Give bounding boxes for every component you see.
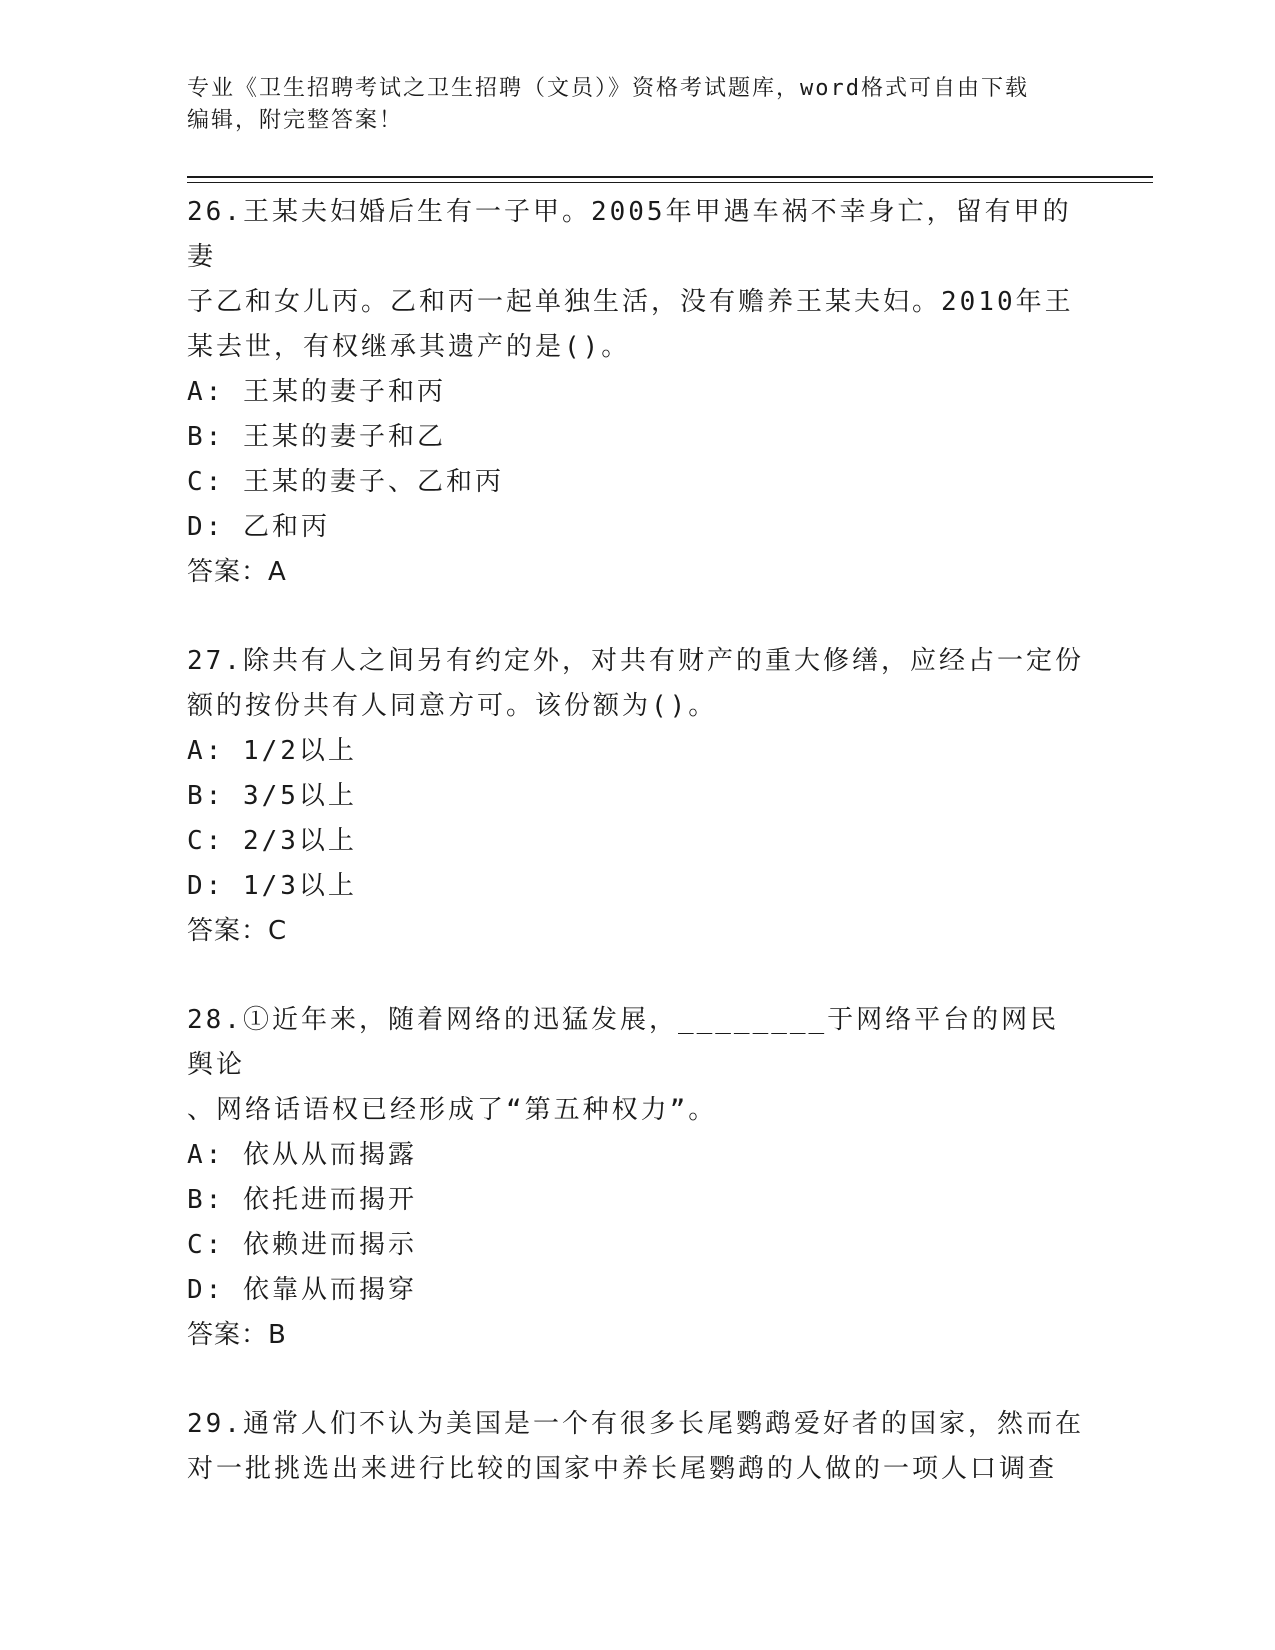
header-line-1: 专业《卫生招聘考试之卫生招聘（文员）》资格考试题库，word格式可自由下载 xyxy=(187,76,1029,101)
question-stem-line: 29.通常人们不认为美国是一个有很多长尾鹦鹉爱好者的国家，然而在 xyxy=(187,1409,1084,1439)
question-stem-line: 28.①近年来，随着网络的迅猛发展，________于网络平台的网民舆论 xyxy=(187,1005,1060,1080)
question-spacer xyxy=(187,1358,1087,1402)
option-d: D: 依靠从而揭穿 xyxy=(187,1275,417,1305)
option-b: B: 3/5以上 xyxy=(187,781,357,811)
header-rule-thin xyxy=(187,182,1153,183)
answer-line: 答案：C xyxy=(187,916,288,946)
question-spacer xyxy=(187,595,1087,639)
option-b: B: 依托进而揭开 xyxy=(187,1185,417,1215)
question-29 xyxy=(187,1402,1087,1492)
question-stem-line: 某去世，有权继承其遗产的是()。 xyxy=(187,332,631,362)
question-stem-line: 、网络话语权已经形成了“第五种权力”。 xyxy=(187,1095,718,1125)
option-a: A: 1/2以上 xyxy=(187,736,357,766)
option-c: C: 依赖进而揭示 xyxy=(187,1230,417,1260)
option-c: C: 王某的妻子、乙和丙 xyxy=(187,467,504,497)
question-stem-line: 27.除共有人之间另有约定外，对共有财产的重大修缮，应经占一定份 xyxy=(187,646,1084,676)
option-b: B: 王某的妻子和乙 xyxy=(187,422,446,452)
question-spacer xyxy=(187,954,1087,998)
option-d: D: 乙和丙 xyxy=(187,512,330,542)
header-rule-thick xyxy=(187,176,1153,178)
question-28 xyxy=(187,998,1087,1358)
document-header xyxy=(187,73,1087,137)
answer-line: 答案：B xyxy=(187,1320,287,1350)
question-list xyxy=(187,190,1087,1492)
question-stem-line: 26.王某夫妇婚后生有一子甲。2005年甲遇车祸不幸身亡，留有甲的妻 xyxy=(187,197,1072,272)
option-a: A: 依从从而揭露 xyxy=(187,1140,417,1170)
option-c: C: 2/3以上 xyxy=(187,826,357,856)
answer-line: 答案：A xyxy=(187,557,287,587)
question-stem-line: 子乙和女儿丙。乙和丙一起单独生活，没有赡养王某夫妇。2010年王 xyxy=(187,287,1074,317)
option-d: D: 1/3以上 xyxy=(187,871,357,901)
question-stem-line: 对一批挑选出来进行比较的国家中养长尾鹦鹉的人做的一项人口调查 xyxy=(187,1454,1058,1484)
option-a: A: 王某的妻子和丙 xyxy=(187,377,446,407)
question-26 xyxy=(187,190,1087,595)
question-27 xyxy=(187,639,1087,954)
header-line-2: 编辑，附完整答案！ xyxy=(187,108,404,133)
question-stem-line: 额的按份共有人同意方可。该份额为()。 xyxy=(187,691,718,721)
